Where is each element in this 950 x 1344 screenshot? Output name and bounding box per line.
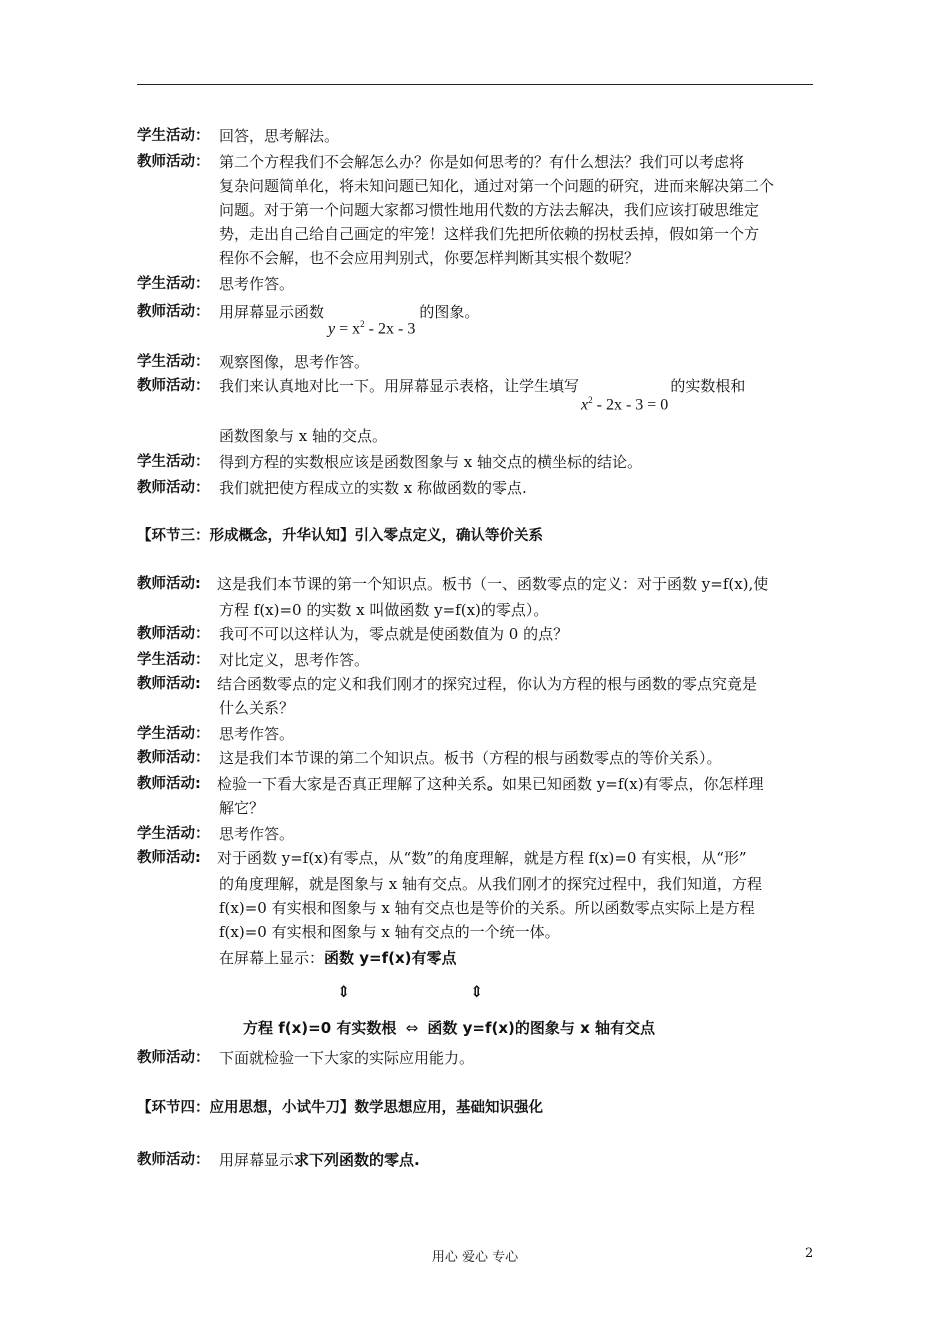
student-activity-1: 学生活动： 回答，思考解法。: [137, 124, 817, 148]
footer-text: 用心 爱心 专心: [431, 1250, 519, 1265]
iff-arrow-icon: ⇔: [405, 1019, 419, 1037]
student-activity-6: 学生活动： 思考作答。: [137, 725, 295, 743]
label-student: 学生活动：: [137, 128, 210, 144]
teacher-activity-6: 教师活动： 我可不可以这样认为，零点就是使函数值为 0 的点？: [137, 625, 569, 643]
teacher-activity-2: 教师活动： 用屏幕显示函数 $y = x^2 - 2x - 3$ 的图象。: [137, 300, 817, 329]
student-activity-2: 学生活动： 思考作答。: [137, 275, 295, 293]
equation-formula: $x^2 - 2x - 3 = 0$: [581, 395, 669, 414]
teacher-activity-10: 教师活动: 对于函数 y=f(x)有零点，从“数”的角度理解，就是方程 f(x)=0 有实根，从“形”: [137, 849, 747, 867]
section-four-heading: 【环节四：应用思想，小试牛刀】数学思想应用，基础知识强化: [137, 1100, 543, 1116]
student-activity-7: 学生活动： 思考作答。: [137, 825, 295, 843]
equivalence-statement: 方程 f(x)=0 有实数根 ⇔ 函数 y=f(x)的图象与 x 轴有交点: [243, 1019, 656, 1037]
student-activity-5: 学生活动： 对比定义，思考作答。: [137, 651, 370, 669]
label-teacher: 教师活动：: [137, 154, 210, 170]
section-three-heading: 【环节三：形成概念，升华认知】引入零点定义，确认等价关系: [137, 528, 543, 544]
teacher-activity-11: 教师活动： 下面就检验一下大家的实际应用能力。: [137, 1049, 475, 1067]
teacher-activity-8: 教师活动： 这是我们本节课的第二个知识点。板书（方程的根与函数零点的等价关系）。: [137, 749, 722, 767]
teacher-activity-1: 教师活动： 第二个方程我们不会解怎么办？你是如何思考的？有什么想法？我们可以考虑将: [137, 150, 817, 174]
header-rule: [137, 84, 813, 85]
teacher-activity-3: 教师活动： 我们来认真地对比一下。用屏幕显示表格，让学生填写 $x^2 - 2x - 3 = 0$ 的实数根和: [137, 374, 817, 403]
student-activity-4: 学生活动： 得到方程的实数根应该是函数图象与 x 轴交点的横坐标的结论。: [137, 453, 642, 471]
teacher-activity-12: 教师活动： 用屏幕显示 求下列函数的零点.: [137, 1151, 420, 1169]
updown-arrow-icon: ⇕: [337, 982, 351, 1001]
page-number: 2: [805, 1246, 814, 1261]
teacher-activity-9: 教师活动: 检验一下看大家是否真正理解了这种关系 。 如果已知函数 y=f(x)有零点，你怎样理: [137, 775, 764, 793]
updown-arrow-icon: ⇕: [470, 982, 484, 1001]
teacher-activity-5: 教师活动: 这是我们本节课的第一个知识点。板书（一、函数零点的定义：对于函数 y=f(x),使: [137, 575, 769, 593]
teacher-activity-7: 教师活动: 结合函数零点的定义和我们刚才的探究过程，你认为方程的根与函数的零点究竟是: [137, 675, 758, 693]
function-formula: $y = x^2 - 2x - 3$: [328, 319, 416, 338]
screen-display-line: 在屏幕上显示：函数 y=f(x)有零点: [219, 949, 457, 967]
student-activity-3: 学生活动： 观察图像，思考作答。: [137, 353, 370, 371]
teacher-activity-4: 教师活动： 我们就把使方程成立的实数 x 称做函数的零点.: [137, 479, 527, 497]
